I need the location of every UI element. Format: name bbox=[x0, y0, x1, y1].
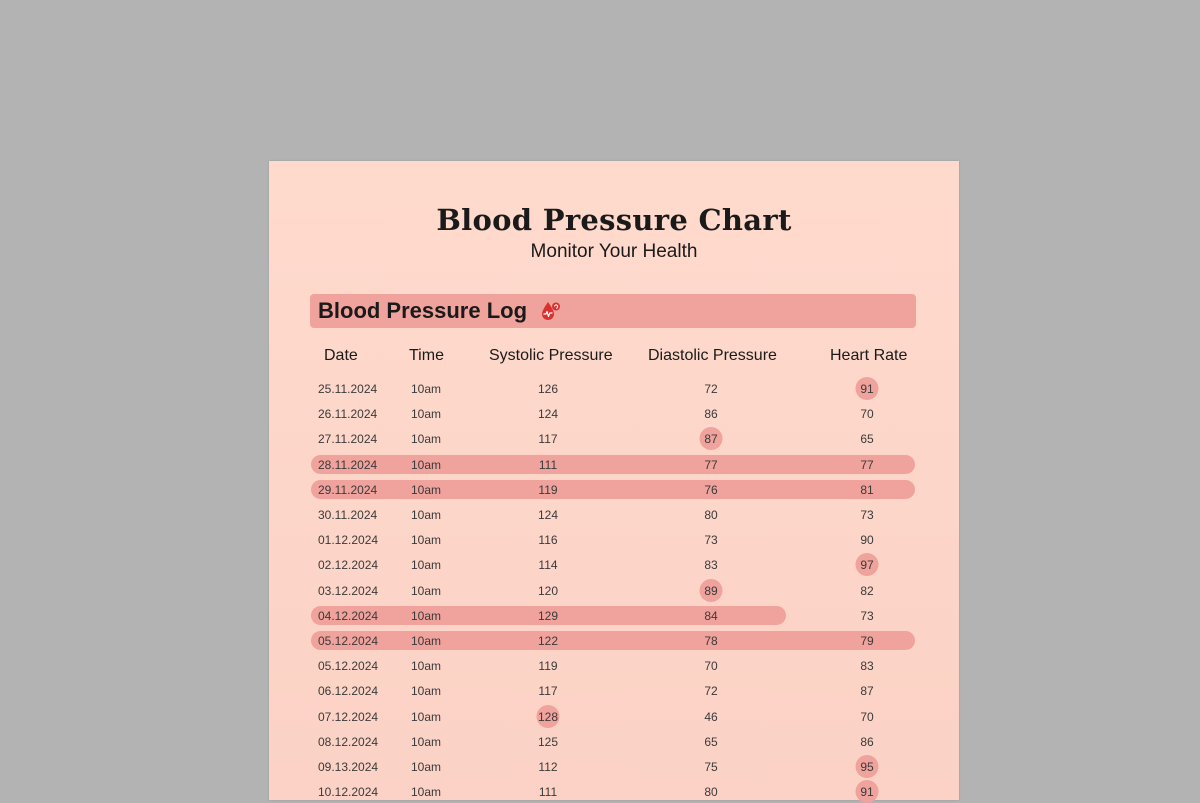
cell-date: 06.12.2024 bbox=[318, 684, 379, 699]
cell-heart-rate: 70 bbox=[860, 407, 874, 422]
cell-date: 30.11.2024 bbox=[318, 508, 378, 522]
table-row bbox=[269, 505, 959, 525]
row-highlight bbox=[311, 455, 915, 474]
cell-heart-rate: 91 bbox=[860, 785, 874, 800]
document-page bbox=[269, 161, 959, 800]
cell-heart-rate: 73 bbox=[860, 508, 874, 522]
cell-systolic: 119 bbox=[538, 659, 558, 674]
table-row bbox=[269, 404, 959, 424]
cell-diastolic: 89 bbox=[704, 583, 718, 598]
cell-date: 25.11.2024 bbox=[318, 382, 378, 396]
cell-date: 05.12.2024 bbox=[318, 659, 379, 674]
cell-date: 29.11.2024 bbox=[318, 482, 378, 497]
cell-date: 27.11.2024 bbox=[318, 432, 378, 447]
cell-time: 10am bbox=[410, 583, 442, 598]
cell-date: 05.12.2024 bbox=[318, 634, 379, 648]
cell-diastolic: 80 bbox=[704, 785, 718, 800]
table-row bbox=[269, 555, 959, 575]
cell-diastolic: 65 bbox=[704, 734, 718, 749]
table-row bbox=[269, 530, 959, 550]
cell-heart-rate: 82 bbox=[860, 583, 874, 598]
cell-diastolic: 73 bbox=[704, 533, 718, 548]
page-title: Blood Pressure Chart bbox=[436, 203, 792, 237]
cell-diastolic: 78 bbox=[704, 634, 718, 648]
cell-time: 10am bbox=[410, 407, 442, 422]
cell-diastolic: 72 bbox=[704, 684, 718, 699]
table-row bbox=[269, 732, 959, 752]
cell-date: 01.12.2024 bbox=[318, 533, 379, 548]
column-header-time: Time bbox=[409, 347, 444, 364]
cell-diastolic: 46 bbox=[704, 709, 718, 724]
cell-heart-rate: 87 bbox=[860, 684, 874, 699]
log-table-body bbox=[269, 161, 959, 800]
cell-systolic: 111 bbox=[538, 785, 558, 800]
cell-time: 10am bbox=[410, 634, 442, 648]
cell-heart-rate: 65 bbox=[860, 432, 874, 447]
cell-systolic: 116 bbox=[538, 533, 558, 548]
cell-systolic: 124 bbox=[537, 407, 559, 422]
cell-date: 04.12.2024 bbox=[318, 608, 379, 623]
cell-date: 09.13.2024 bbox=[318, 760, 379, 774]
cell-systolic: 117 bbox=[538, 432, 558, 447]
table-row bbox=[269, 429, 959, 449]
cell-diastolic: 72 bbox=[704, 382, 718, 396]
cell-date: 02.12.2024 bbox=[318, 558, 379, 573]
column-header-heart-rate: Heart Rate bbox=[830, 347, 908, 364]
table-row bbox=[269, 631, 959, 651]
cell-systolic: 120 bbox=[537, 583, 559, 598]
cell-systolic: 119 bbox=[538, 482, 558, 497]
row-highlight bbox=[311, 631, 915, 650]
cell-date: 08.12.2024 bbox=[318, 734, 379, 749]
cell-heart-rate: 91 bbox=[860, 382, 874, 396]
table-row bbox=[269, 707, 959, 727]
cell-systolic: 117 bbox=[538, 684, 558, 699]
cell-diastolic: 76 bbox=[704, 482, 718, 497]
cell-heart-rate: 73 bbox=[860, 608, 874, 623]
cell-diastolic: 77 bbox=[704, 457, 718, 472]
cell-diastolic: 75 bbox=[704, 760, 718, 774]
page-subtitle: Monitor Your Health bbox=[530, 241, 698, 262]
cell-heart-rate: 90 bbox=[860, 533, 874, 548]
cell-heart-rate: 97 bbox=[860, 558, 874, 573]
table-row bbox=[269, 681, 959, 701]
cell-diastolic: 87 bbox=[704, 432, 718, 447]
cell-diastolic: 70 bbox=[704, 659, 718, 674]
cell-time: 10am bbox=[410, 659, 442, 674]
cell-time: 10am bbox=[410, 760, 442, 774]
cell-date: 07.12.2024 bbox=[318, 709, 379, 724]
cell-systolic: 111 bbox=[538, 457, 558, 472]
cell-systolic: 114 bbox=[538, 558, 558, 573]
column-header-systolic: Systolic Pressure bbox=[489, 347, 613, 364]
cell-heart-rate: 95 bbox=[860, 760, 874, 774]
cell-systolic: 124 bbox=[537, 508, 559, 522]
cell-date: 26.11.2024 bbox=[318, 407, 378, 422]
cell-date: 10.12.2024 bbox=[318, 785, 379, 800]
cell-systolic: 128 bbox=[537, 709, 559, 724]
row-highlight bbox=[311, 480, 915, 499]
cell-heart-rate: 86 bbox=[860, 734, 874, 749]
column-header-diastolic: Diastolic Pressure bbox=[648, 347, 777, 364]
table-row bbox=[269, 757, 959, 777]
table-row bbox=[269, 455, 959, 475]
cell-diastolic: 83 bbox=[704, 558, 718, 573]
cell-heart-rate: 81 bbox=[860, 482, 874, 497]
log-section-title: Blood Pressure Log bbox=[318, 298, 528, 323]
cell-systolic: 126 bbox=[537, 382, 559, 396]
cell-heart-rate: 83 bbox=[860, 659, 874, 674]
cell-time: 10am bbox=[410, 432, 442, 447]
cell-diastolic: 80 bbox=[704, 508, 718, 522]
cell-time: 10am bbox=[410, 482, 442, 497]
table-row bbox=[269, 782, 959, 802]
cell-time: 10am bbox=[410, 785, 442, 800]
table-row bbox=[269, 581, 959, 601]
cell-time: 10am bbox=[410, 608, 442, 623]
cell-heart-rate: 77 bbox=[860, 457, 874, 472]
cell-diastolic: 84 bbox=[704, 608, 718, 623]
cell-heart-rate: 70 bbox=[860, 709, 874, 724]
cell-date: 03.12.2024 bbox=[318, 583, 379, 598]
cell-heart-rate: 79 bbox=[860, 634, 874, 648]
cell-time: 10am bbox=[410, 734, 442, 749]
cell-time: 10am bbox=[410, 709, 442, 724]
cell-systolic: 125 bbox=[537, 734, 559, 749]
cell-time: 10am bbox=[410, 558, 442, 573]
table-row bbox=[269, 606, 959, 626]
cell-systolic: 129 bbox=[537, 608, 559, 623]
cell-diastolic: 86 bbox=[704, 407, 718, 422]
cell-systolic: 112 bbox=[538, 760, 558, 774]
cell-time: 10am bbox=[410, 382, 442, 396]
table-row bbox=[269, 656, 959, 676]
cell-date: 28.11.2024 bbox=[318, 457, 378, 472]
table-row bbox=[269, 480, 959, 500]
column-header-date: Date bbox=[324, 347, 358, 364]
cell-time: 10am bbox=[410, 457, 442, 472]
cell-time: 10am bbox=[410, 533, 442, 548]
cell-time: 10am bbox=[410, 508, 442, 522]
table-row bbox=[269, 379, 959, 399]
cell-time: 10am bbox=[410, 684, 442, 699]
cell-systolic: 122 bbox=[537, 634, 559, 648]
